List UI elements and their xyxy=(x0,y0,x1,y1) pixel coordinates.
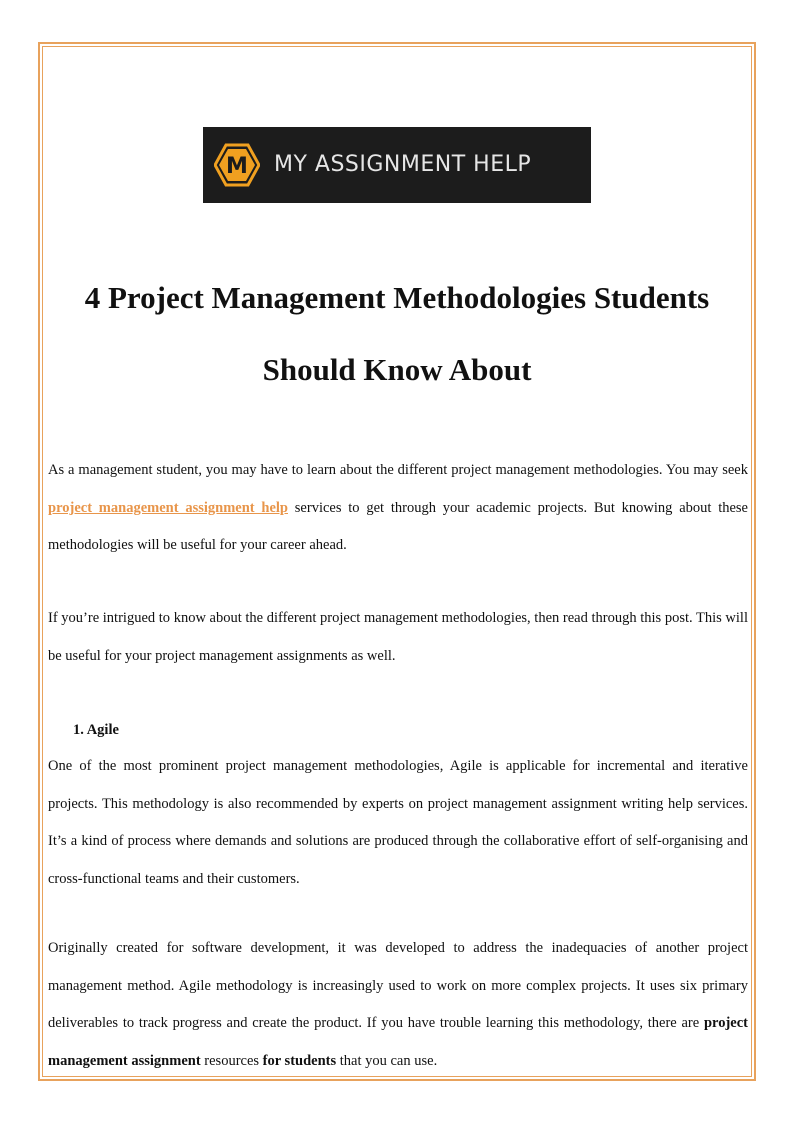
section-heading-agile: 1. Agile xyxy=(73,722,119,738)
agile-p2-bold-2: for students xyxy=(262,1052,337,1069)
logo-banner xyxy=(203,127,591,203)
agile-p2-start: Originally created for software development, it was developed to address the inadequacies of another project management method. Agile methodology is increasingly used to work on more complex projects. It uses six primary deliverables to track progress and create the product. If you have trouble learning this methodology, there are xyxy=(48,940,748,1031)
page-title-line1: 4 Project Management Methodologies Students xyxy=(84,280,710,315)
logo-text: MY ASSIGNMENT HELP xyxy=(274,152,532,177)
agile-p2-bold-1: project management assignment xyxy=(48,1015,748,1069)
page-title-line2: Should Know About xyxy=(262,352,532,387)
second-paragraph: If you’re intrigued to know about the different project management methodologies, then read through this post. This will be useful for your project management assignments as well. xyxy=(48,610,748,664)
agile-p2-mid: resources xyxy=(200,1052,263,1069)
intro-text-end: services to get through your academic projects. But knowing about these methodologies will be useful for your career ahead. xyxy=(48,499,748,553)
agile-paragraph-2 xyxy=(48,930,748,1080)
intro-text-start: As a management student, you may have to learn about the different project management methodologies. You may seek xyxy=(48,462,748,478)
agile-p2-end: that you can use. xyxy=(336,1052,438,1069)
logo-mark-letter: M xyxy=(226,154,248,179)
pm-assignment-help-link[interactable]: project management assignment help xyxy=(48,499,288,516)
intro-paragraph xyxy=(48,452,748,565)
agile-paragraph-1: One of the most prominent project management methodologies, Agile is applicable for incremental and iterative projects. This methodology is also recommended by experts on project management assignment writing help services. It’s a kind of process where demands and solutions are produced through the collaborative effort of self-organising and cross-functional teams and their customers. xyxy=(48,758,748,887)
logo-mark-icon xyxy=(214,143,260,187)
